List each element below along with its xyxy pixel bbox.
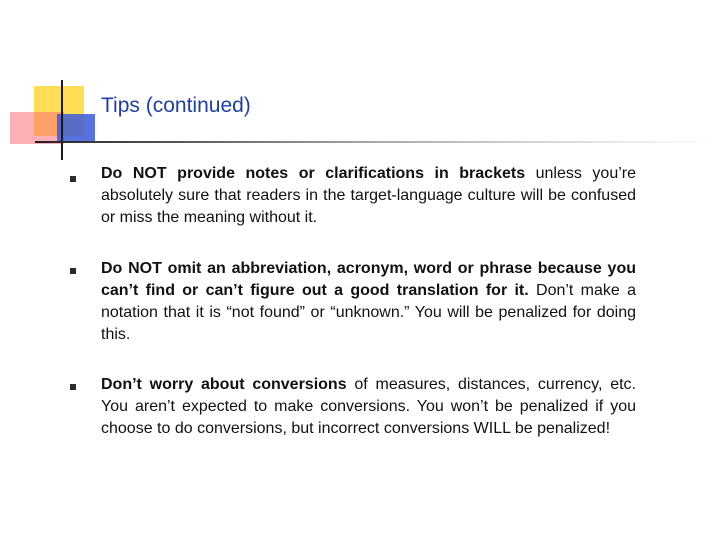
list-item-bold: Do NOT provide notes or clarifications in brackets — [101, 165, 526, 182]
list-item-text — [101, 163, 636, 229]
list-item-rest: of measures, distances, currency, etc. You aren’t expected to make conversions. You won’t be penalized if you choose to do conversions, but incorrect conversions WILL be penalized! — [101, 376, 637, 437]
list-item-rest: Don’t make a notation that it is “not found” or “unknown.” You will be penalized for doing this. — [101, 282, 636, 343]
slide-title: Tips (continued) — [101, 94, 251, 117]
list-item-text — [101, 258, 636, 346]
decorative-vertical-line — [61, 80, 63, 160]
list-item-bold: Don’t worry about conversions — [101, 376, 347, 393]
square-bullet-icon — [70, 268, 76, 274]
square-bullet-icon — [70, 384, 76, 390]
list-item-bold: Do NOT omit an abbreviation, acronym, word or phrase because you can’t find or can’t figure out a good translation for it. — [101, 260, 636, 299]
decorative-pink-square — [10, 112, 64, 144]
list-item-rest: unless you’re absolutely sure that readers in the target-language culture will be confused or miss the meaning without it. — [101, 165, 637, 226]
square-bullet-icon — [70, 176, 76, 182]
list-item-text — [101, 374, 636, 440]
title-underline — [35, 141, 720, 143]
